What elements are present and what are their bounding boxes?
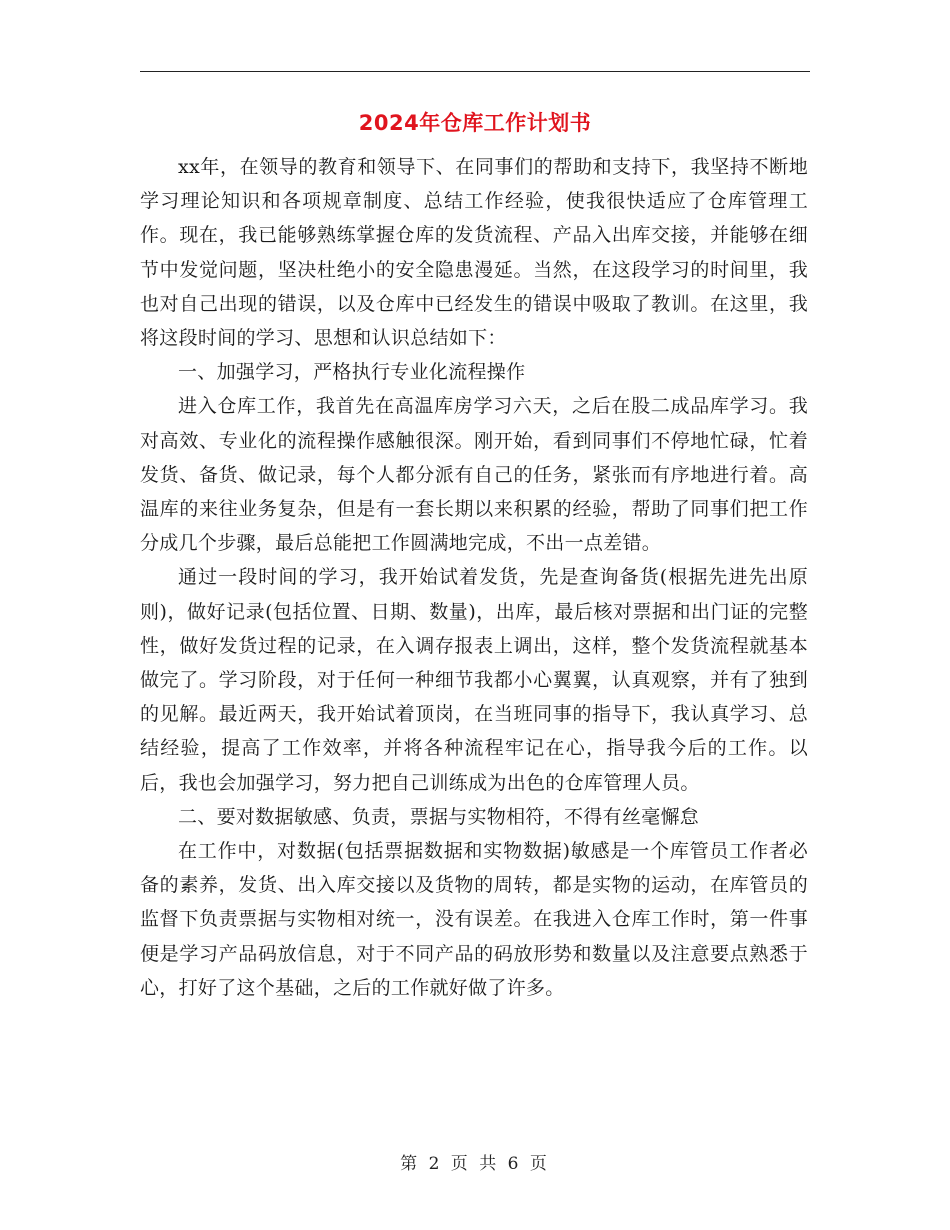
section-heading-1: 一、加强学习，严格执行专业化流程操作 <box>178 361 526 384</box>
header-rule <box>140 71 810 72</box>
paragraph-section-1-a: 进入仓库工作，我首先在高温库房学习六天，之后在股二成品库学习。我对高效、专业化的流程操作感触很深。刚开始，看到同事们不停地忙碌，忙着发货、备货、做记录，每个人都分派有自己的任务，紧张而有序地进行着。高温库的来往业务复杂，但是有一套长期以来积累的经验，帮助了同事们把工作分成几个步骤，最后总能把工作圆满地完成，不出一点差错。 <box>140 395 808 555</box>
paragraph-intro: xx年，在领导的教育和领导下、在同事们的帮助和支持下，我坚持不断地学习理论知识和各项规章制度、总结工作经验，使我很快适应了仓库管理工作。现在，我已能够熟练掌握仓库的发货流程、产品入出库交接，并能够在细节中发觉问题，坚决杜绝小的安全隐患漫延。当然，在这段学习的时间里，我也对自己出现的错误，以及仓库中已经发生的错误中吸取了教训。在这里，我将这段时间的学习、思想和认识总结如下： <box>140 156 808 350</box>
page-number-footer: 第 2 页 共 6 页 <box>400 1154 550 1174</box>
paragraph-section-1-b: 通过一段时间的学习，我开始试着发货，先是查询备货(根据先进先出原则)，做好记录(包括位置、日期、数量)，出库，最后核对票据和出门证的完整性，做好发货过程的记录，在入调存报表上调出，这样，整个发货流程就基本做完了。学习阶段，对于任何一种细节我都小心翼翼，认真观察，并有了独到的见解。最近两天，我开始试着顶岗，在当班同事的指导下，我认真学习、总结经验，提高了工作效率，并将各种流程牢记在心，指导我今后的工作。以后，我也会加强学习，努力把自己训练成为出色的仓库管理人员。 <box>140 566 808 794</box>
document-body <box>140 150 808 1005</box>
section-heading-2: 二、要对数据敏感、负责，票据与实物相符，不得有丝毫懈怠 <box>178 805 700 828</box>
paragraph-section-2-a: 在工作中，对数据(包括票据数据和实物数据)敏感是一个库管员工作者必备的素养，发货、出入库交接以及货物的周转，都是实物的运动，在库管员的监督下负责票据与实物相对统一，没有误差。在我进入仓库工作时，第一件事便是学习产品码放信息，对于不同产品的码放形势和数量以及注意要点熟悉于心，打好了这个基础，之后的工作就好做了许多。 <box>140 840 808 999</box>
document-title: 2024年仓库工作计划书 <box>358 111 592 135</box>
